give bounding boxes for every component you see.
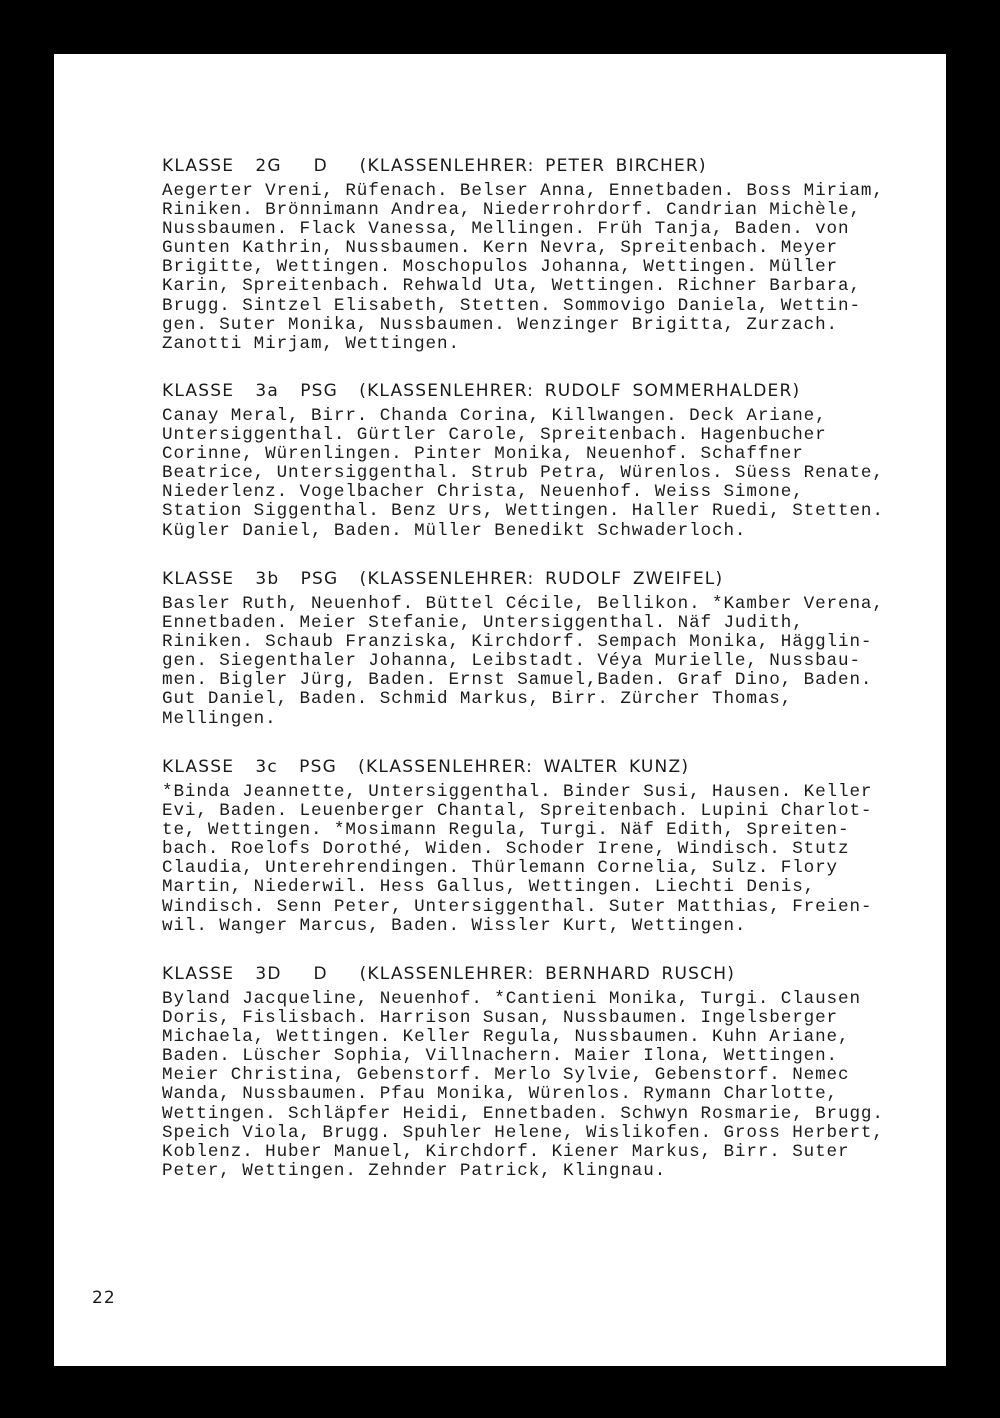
text-line: Brugg. Sintzel Elisabeth, Stetten. Sommovigo Daniela, Wettin-	[162, 295, 861, 316]
text-line: Station Siggenthal. Benz Urs, Wettingen. Haller Ruedi, Stetten.	[162, 501, 884, 522]
class-section-3a	[162, 379, 902, 541]
text-line: te, Wettingen. *Mosimann Regula, Turgi. Näf Edith, Spreiten-	[162, 820, 850, 841]
text-line: men. Bigler Jürg, Baden. Ernst Samuel,Baden. Graf Dino, Baden.	[162, 670, 873, 691]
text-line: Brigitte, Wettingen. Moschopulos Johanna, Wettingen. Müller	[162, 257, 839, 278]
section-heading: KLASSE 2G D (KLASSENLEHRER: PETER BIRCHER)	[162, 156, 707, 176]
section-heading: KLASSE 3D D (KLASSENLEHRER: BERNHARD RUSCH)	[162, 964, 736, 984]
text-line: Gut Daniel, Baden. Schmid Markus, Birr. Zürcher Thomas,	[162, 689, 793, 710]
text-line: Koblenz. Huber Manuel, Kirchdorf. Kiener Markus, Birr. Suter	[162, 1141, 850, 1162]
text-line: Peter, Wettingen. Zehnder Patrick, Klingnau.	[162, 1160, 667, 1181]
text-line: Byland Jacqueline, Neuenhof. *Cantieni Monika, Turgi. Clausen	[162, 989, 861, 1009]
class-section-3b	[162, 567, 902, 729]
text-line: *Binda Jeannette, Untersiggenthal. Binder Susi, Hausen. Keller	[162, 782, 873, 802]
section-heading: KLASSE 3a PSG (KLASSENLEHRER: RUDOLF SOMMERHALDER)	[162, 381, 801, 401]
text-line: Riniken. Schaub Franziska, Kirchdorf. Sempach Monika, Hägglin-	[162, 632, 873, 653]
text-line: wil. Wanger Marcus, Baden. Wissler Kurt, Wettingen.	[162, 915, 747, 936]
text-line: Evi, Baden. Leuenberger Chantal, Spreitenbach. Lupini Charlot-	[162, 801, 873, 822]
student-list	[162, 182, 902, 354]
class-section-3c	[162, 755, 902, 936]
text-line: Meier Christina, Gebenstorf. Merlo Sylvie, Gebenstorf. Nemec	[162, 1065, 850, 1086]
section-heading: KLASSE 3c PSG (KLASSENLEHRER: WALTER KUNZ)	[162, 757, 690, 777]
text-line: Riniken. Brönnimann Andrea, Niederrohrdorf. Candrian Michèle,	[162, 200, 861, 221]
text-line: Kügler Daniel, Baden. Müller Benedikt Schwaderloch.	[162, 520, 747, 541]
text-line: Baden. Lüscher Sophia, Villnachern. Maier Ilona, Wettingen.	[162, 1046, 839, 1067]
text-line: Aegerter Vreni, Rüfenach. Belser Anna, Ennetbaden. Boss Miriam,	[162, 181, 884, 201]
text-line: Doris, Fislisbach. Harrison Susan, Nussbaumen. Ingelsberger	[162, 1008, 839, 1029]
text-line: Mellingen.	[162, 708, 277, 729]
text-line: Claudia, Unterehrendingen. Thürlemann Cornelia, Sulz. Flory	[162, 858, 839, 879]
text-line: bach. Roelofs Dorothé, Widen. Schoder Irene, Windisch. Stutz	[162, 839, 850, 860]
text-line: Canay Meral, Birr. Chanda Corina, Killwangen. Deck Ariane,	[162, 406, 827, 426]
text-line: Martin, Niederwil. Hess Gallus, Wettingen. Liechti Denis,	[162, 877, 816, 898]
text-line: Wanda, Nussbaumen. Pfau Monika, Würenlos. Rymann Charlotte,	[162, 1084, 839, 1105]
text-line: Ennetbaden. Meier Stefanie, Untersiggenthal. Näf Judith,	[162, 613, 804, 634]
text-line: Niederlenz. Vogelbacher Christa, Neuenhof. Weiss Simone,	[162, 482, 804, 503]
class-section-2g	[162, 154, 902, 354]
text-line: Wettingen. Schläpfer Heidi, Ennetbaden. Schwyn Rosmarie, Brugg.	[162, 1103, 884, 1124]
text-line: gen. Suter Monika, Nussbaumen. Wenzinger Brigitta, Zurzach.	[162, 314, 839, 335]
class-section-3d	[162, 962, 902, 1181]
text-line: Karin, Spreitenbach. Rehwald Uta, Wettingen. Richner Barbara,	[162, 276, 861, 297]
text-line: Zanotti Mirjam, Wettingen.	[162, 333, 460, 354]
text-line: Nussbaumen. Flack Vanessa, Mellingen. Früh Tanja, Baden. von	[162, 219, 850, 240]
text-line: Corinne, Würenlingen. Pinter Monika, Neuenhof. Schaffner	[162, 444, 804, 465]
student-list	[162, 783, 902, 936]
text-line: gen. Siegenthaler Johanna, Leibstadt. Véya Murielle, Nussbau-	[162, 651, 861, 672]
student-list	[162, 595, 902, 729]
text-line: Speich Viola, Brugg. Spuhler Helene, Wislikofen. Gross Herbert,	[162, 1122, 884, 1143]
student-list	[162, 407, 902, 541]
document-page	[54, 54, 946, 1366]
text-line: Untersiggenthal. Gürtler Carole, Spreitenbach. Hagenbucher	[162, 425, 827, 446]
text-line: Gunten Kathrin, Nussbaumen. Kern Nevra, Spreitenbach. Meyer	[162, 238, 839, 259]
student-list	[162, 990, 902, 1181]
text-line: Beatrice, Untersiggenthal. Strub Petra, Würenlos. Süess Renate,	[162, 463, 884, 484]
page-number: 22	[92, 1288, 116, 1308]
text-line: Basler Ruth, Neuenhof. Büttel Cécile, Bellikon. *Kamber Verena,	[162, 594, 884, 614]
text-line: Michaela, Wettingen. Keller Regula, Nussbaumen. Kuhn Ariane,	[162, 1027, 850, 1048]
text-line: Windisch. Senn Peter, Untersiggenthal. Suter Matthias, Freien-	[162, 896, 873, 917]
section-heading: KLASSE 3b PSG (KLASSENLEHRER: RUDOLF ZWEIFEL)	[162, 569, 724, 589]
